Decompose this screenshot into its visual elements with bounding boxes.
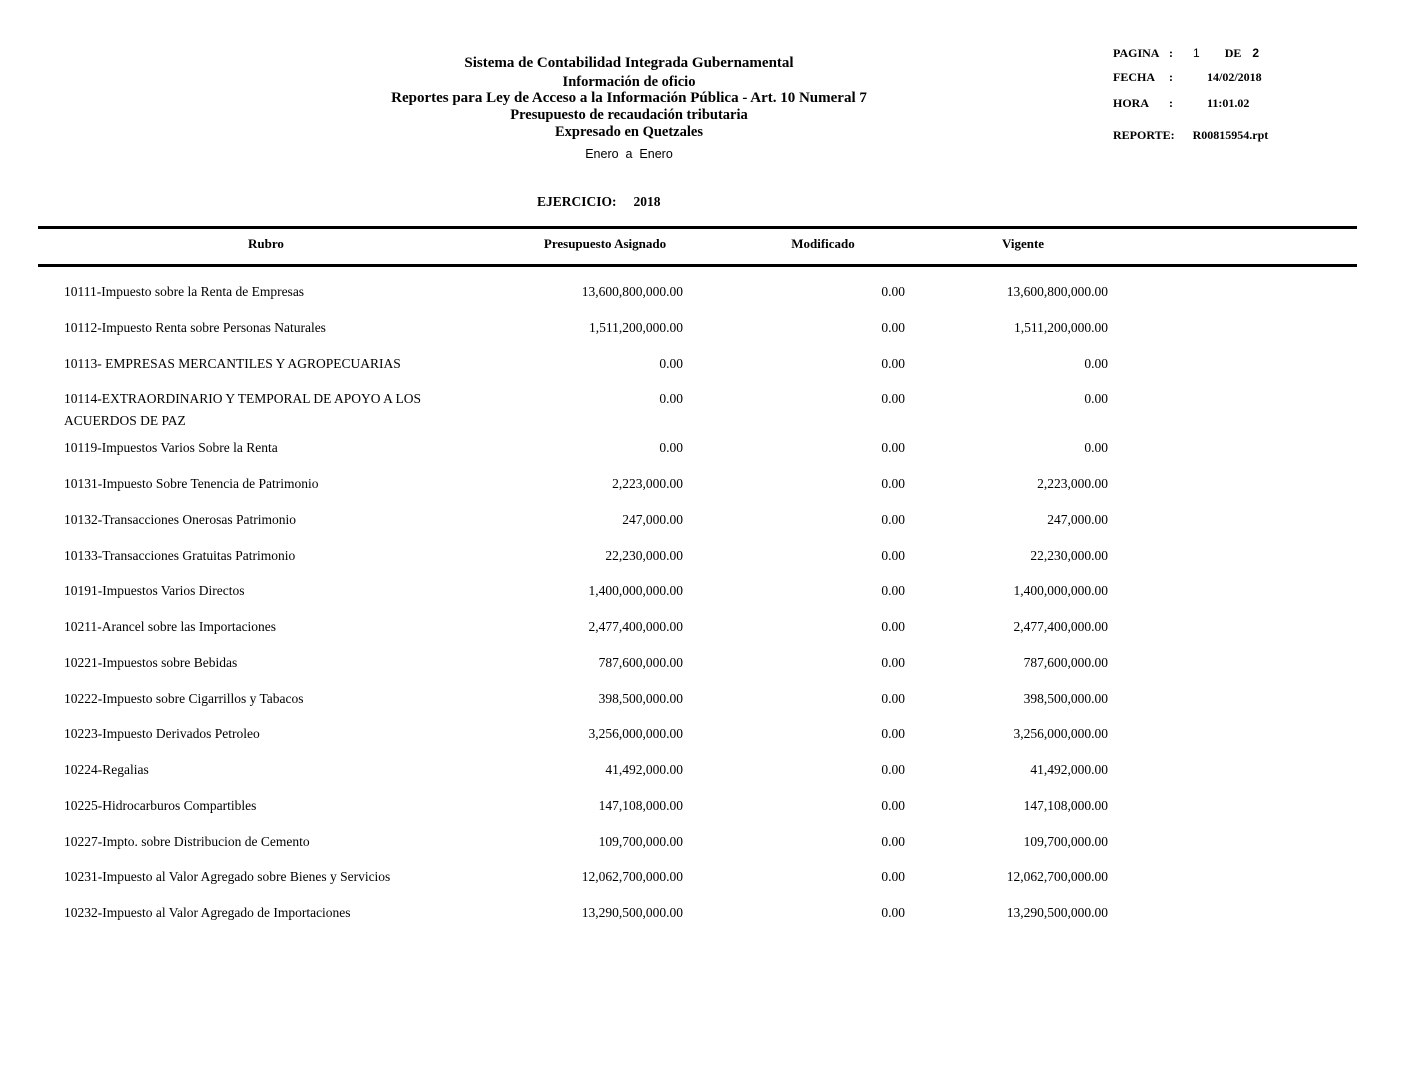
- rubro-cell: 10211-Arancel sobre las Importaciones: [64, 619, 277, 634]
- modificado-cell: 0.00: [881, 654, 905, 670]
- column-header-vigente: Vigente: [1001, 236, 1045, 251]
- presupuesto-asignado-cell: 13,290,500,000.00: [581, 905, 683, 920]
- pagina-label: PAGINA: [1113, 46, 1160, 60]
- presupuesto-asignado-cell: 109,700,000.00: [598, 833, 683, 849]
- ejercicio-label: EJERCICIO:: [537, 194, 617, 209]
- rubro-cell: 10191-Impuestos Varios Directos: [64, 583, 245, 599]
- vigente-cell: 2,477,400,000.00: [1013, 619, 1108, 634]
- vigente-cell: 1,400,000,000.00: [1013, 583, 1108, 599]
- vigente-cell: 398,500,000.00: [1023, 690, 1108, 706]
- modificado-cell: 0.00: [881, 355, 905, 371]
- meta-reporte: [1113, 128, 1268, 142]
- hora-label: HORA: [1113, 96, 1149, 110]
- table-row: [0, 317, 1408, 353]
- table-row: [0, 509, 1408, 545]
- table-row: [0, 388, 1408, 437]
- vigente-cell: 3,256,000,000.00: [1013, 726, 1108, 742]
- modificado-cell: 0.00: [881, 583, 905, 599]
- vigente-cell: 2,223,000.00: [1037, 476, 1108, 491]
- report-subtitle-oficio: Información de oficio: [562, 74, 696, 90]
- table-row: [0, 723, 1408, 759]
- pagina-colon: :: [1169, 46, 1173, 60]
- rubro-cell: 10114-EXTRAORDINARIO Y TEMPORAL DE APOYO A LOS ACUERDOS DE PAZ: [64, 391, 422, 429]
- rubro-cell: 10225-Hidrocarburos Compartibles: [64, 797, 257, 813]
- modificado-cell: 0.00: [881, 476, 905, 491]
- presupuesto-asignado-cell: 2,223,000.00: [612, 476, 683, 491]
- modificado-cell: 0.00: [881, 547, 905, 563]
- table-row: [0, 580, 1408, 616]
- presupuesto-asignado-cell: 0.00: [659, 440, 683, 456]
- fecha-value: 14/02/2018: [1207, 70, 1262, 84]
- rubro-cell: 10232-Impuesto al Valor Agregado de Importaciones: [64, 905, 351, 920]
- rubro-cell: 10112-Impuesto Renta sobre Personas Naturales: [64, 319, 326, 335]
- table-row: [0, 437, 1408, 473]
- modificado-cell: 0.00: [881, 440, 905, 456]
- presupuesto-asignado-cell: 0.00: [659, 391, 683, 407]
- vigente-cell: 247,000.00: [1047, 511, 1108, 527]
- vigente-cell: 1,511,200,000.00: [1014, 319, 1108, 335]
- column-header-presupuesto-asignado: Presupuesto Asignado: [543, 236, 667, 251]
- hora-colon: :: [1169, 96, 1173, 110]
- report-header: [0, 54, 1258, 162]
- meta-pagina: [1113, 46, 1268, 60]
- table-body: [0, 281, 1408, 938]
- rubro-cell: 10132-Transacciones Onerosas Patrimonio: [64, 511, 296, 527]
- table-row: [0, 795, 1408, 831]
- modificado-cell: 0.00: [881, 762, 905, 777]
- table-row: [0, 866, 1408, 902]
- rubro-cell: 10119-Impuestos Varios Sobre la Renta: [64, 440, 278, 456]
- vigente-cell: 22,230,000.00: [1030, 547, 1108, 563]
- rubro-cell: 10223-Impuesto Derivados Petroleo: [64, 726, 260, 742]
- table-header-rule: [38, 264, 1357, 267]
- presupuesto-asignado-cell: 13,600,800,000.00: [581, 284, 683, 299]
- report-period: Enero a Enero: [585, 147, 673, 161]
- report-subtitle-quetzales: Expresado en Quetzales: [555, 124, 703, 140]
- modificado-cell: 0.00: [881, 690, 905, 706]
- presupuesto-asignado-cell: 1,400,000,000.00: [588, 583, 683, 599]
- report-subtitle-ley: Reportes para Ley de Acceso a la Información Pública - Art. 10 Numeral 7: [391, 90, 867, 106]
- vigente-cell: 0.00: [1084, 391, 1108, 407]
- table-row: [0, 902, 1408, 938]
- modificado-cell: 0.00: [881, 797, 905, 813]
- report-title: Sistema de Contabilidad Integrada Gubernamental: [464, 55, 794, 71]
- presupuesto-asignado-cell: 398,500,000.00: [598, 690, 683, 706]
- modificado-cell: 0.00: [881, 511, 905, 527]
- rubro-cell: 10131-Impuesto Sobre Tenencia de Patrimonio: [64, 476, 319, 491]
- vigente-cell: 787,600,000.00: [1023, 654, 1108, 670]
- hora-value: 11:01.02: [1207, 96, 1250, 110]
- table-row: [0, 831, 1408, 867]
- table-row: [0, 473, 1408, 509]
- pagina-de-label: DE: [1224, 46, 1242, 60]
- column-header-modificado: Modificado: [791, 236, 855, 251]
- vigente-cell: 12,062,700,000.00: [1006, 869, 1108, 885]
- vigente-cell: 0.00: [1084, 355, 1108, 371]
- presupuesto-asignado-cell: 0.00: [659, 355, 683, 371]
- table-row: [0, 353, 1408, 389]
- vigente-cell: 41,492,000.00: [1030, 762, 1108, 777]
- rubro-cell: 10221-Impuestos sobre Bebidas: [64, 654, 238, 670]
- modificado-cell: 0.00: [881, 319, 905, 335]
- meta-hora: [1113, 96, 1268, 110]
- report-subtitle-presupuesto: Presupuesto de recaudación tributaria: [510, 107, 748, 123]
- table-row: [0, 652, 1408, 688]
- presupuesto-asignado-cell: 787,600,000.00: [598, 654, 683, 670]
- vigente-cell: 147,108,000.00: [1023, 797, 1108, 813]
- pagina-value: 1: [1193, 46, 1200, 60]
- rubro-cell: 10133-Transacciones Gratuitas Patrimonio: [64, 547, 296, 563]
- modificado-cell: 0.00: [881, 905, 905, 920]
- modificado-cell: 0.00: [881, 391, 905, 407]
- presupuesto-asignado-cell: 2,477,400,000.00: [588, 619, 683, 634]
- presupuesto-asignado-cell: 41,492,000.00: [605, 762, 683, 777]
- table-row: [0, 616, 1408, 652]
- presupuesto-asignado-cell: 247,000.00: [622, 511, 683, 527]
- rubro-cell: 10231-Impuesto al Valor Agregado sobre Bienes y Servicios: [64, 869, 391, 885]
- ejercicio-value: 2018: [633, 194, 661, 209]
- ejercicio-line: [537, 194, 661, 210]
- rubro-cell: 10113- EMPRESAS MERCANTILES Y AGROPECUARIAS: [64, 355, 401, 371]
- report-meta: [1113, 46, 1268, 142]
- rubro-cell: 10111-Impuesto sobre la Renta de Empresas: [64, 284, 305, 299]
- modificado-cell: 0.00: [881, 869, 905, 885]
- meta-fecha: [1113, 70, 1268, 84]
- fecha-label: FECHA: [1113, 70, 1155, 84]
- table-row: [0, 281, 1408, 317]
- table-row: [0, 759, 1408, 795]
- table-top-rule: [38, 226, 1357, 229]
- column-header-rubro: Rubro: [248, 236, 284, 251]
- modificado-cell: 0.00: [881, 726, 905, 742]
- modificado-cell: 0.00: [881, 833, 905, 849]
- pagina-total: 2: [1252, 46, 1260, 60]
- reporte-value: R00815954.rpt: [1192, 128, 1269, 142]
- vigente-cell: 13,290,500,000.00: [1006, 905, 1108, 920]
- rubro-cell: 10224-Regalias: [64, 762, 149, 777]
- presupuesto-asignado-cell: 3,256,000,000.00: [588, 726, 683, 742]
- rubro-cell: 10222-Impuesto sobre Cigarrillos y Tabacos: [64, 690, 304, 706]
- rubro-cell: 10227-Impto. sobre Distribucion de Cemento: [64, 833, 310, 849]
- table-row: [0, 545, 1408, 581]
- presupuesto-asignado-cell: 1,511,200,000.00: [589, 319, 683, 335]
- vigente-cell: 109,700,000.00: [1023, 833, 1108, 849]
- table-row: [0, 688, 1408, 724]
- presupuesto-asignado-cell: 12,062,700,000.00: [581, 869, 683, 885]
- modificado-cell: 0.00: [881, 284, 905, 299]
- vigente-cell: 13,600,800,000.00: [1006, 284, 1108, 299]
- vigente-cell: 0.00: [1084, 440, 1108, 456]
- presupuesto-asignado-cell: 22,230,000.00: [605, 547, 683, 563]
- fecha-colon: :: [1169, 70, 1173, 84]
- presupuesto-asignado-cell: 147,108,000.00: [598, 797, 683, 813]
- modificado-cell: 0.00: [881, 619, 905, 634]
- reporte-label: REPORTE:: [1113, 128, 1175, 142]
